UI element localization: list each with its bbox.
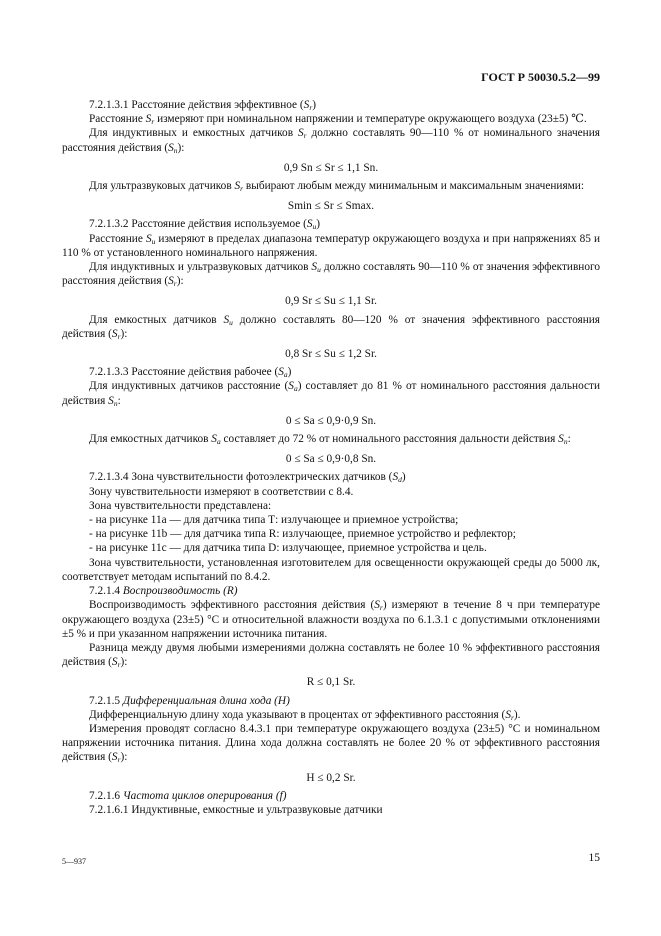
section-title: 7.2.1.3.4 Зона чувствительности фотоэлектрических датчиков $(S_d)$ [89, 471, 406, 485]
paragraph: Воспроизводимость эффективного расстояния действия $(S_r)$ измеряют в течение 8 ч при температуре окружающего воздуха (23±5) °С и относительной влажности воздуха по 6.1.3.1 с допустимыми отклонениями ±5 % и при указанном напряжении источника питания. [62, 599, 600, 640]
paragraph: Для емкостных датчиков $S_u$ должно составлять 80—120 % от значения эффективного расстояния действия $(S_r)$: [62, 313, 600, 341]
page-number: 15 [588, 852, 600, 864]
formula: 0,9 Sn ≤ Sr ≤ 1,1 Sn. [283, 161, 379, 174]
formula: Smin ≤ Sr ≤ Smax. [287, 200, 375, 213]
formula: H ≤ 0,2 Sr. [306, 771, 356, 784]
paragraph: Дифференциальную длину хода указывают в процентах от эффективного расстояния $(S_r)$. [89, 708, 521, 722]
paragraph: Для ультразвуковых датчиков $S_r$ выбирают любым между минимальным и максимальным значениями: [89, 180, 584, 194]
section-title: 7.2.1.3.3 Расстояние действия рабочее $(S_a)$ [89, 366, 292, 380]
formula: 0,9 Sr ≤ Su ≤ 1,1 Sr. [285, 295, 377, 308]
paragraph: Расстояние $S_r$ измеряют при номинальном напряжении и температуре окружающего воздуха (23±5) ℃. [89, 113, 587, 127]
paragraph: Для индуктивных и ультразвуковых датчиков $S_u$ должно составлять 90—110 % от значения эффективного расстояния действия $(S_r)$: [62, 261, 600, 289]
section-title: 7.2.1.4 Воспроизводимость (R) [89, 585, 238, 598]
formula: 0 ≤ Sa ≤ 0,9·0,8 Sn. [285, 453, 377, 466]
list-item: - на рисунке 11а — для датчика типа Т: излучающее и приемное устройства; [89, 514, 459, 527]
paragraph: Зона чувствительности, установленная изготовителем для освещенности окружающей среды до 5000 лк, соответствует методам испытаний по 8.4.2. [62, 556, 600, 583]
paragraph: Для индуктивных и емкостных датчиков $S_r$ должно составлять 90—110 % от номинального значения расстояния действия $(S_n)$: [62, 127, 600, 155]
paragraph: Измерения проводят согласно 8.4.3.1 при температуре окружающего воздуха (23±5) °С и номинальном напряжении источника питания. Длина хода должна составлять не более 20 % от эффективного расстояния действия $(S_r)$: [62, 722, 600, 765]
paragraph: Расстояние $S_u$ измеряют в пределах диапазона температур окружающего воздуха и при напряжениях 85 и 110 % от установленного номинального напряжения. [62, 232, 600, 259]
section-title: 7.2.1.3.1 Расстояние действия эффективное $(S_r)$ [89, 99, 316, 112]
list-item: - на рисунке 11с — для датчика типа D: излучающее, приемное устройства и цель. [89, 542, 487, 555]
list-item: - на рисунке 11b — для датчика типа R: излучающее, приемное устройство и рефлектор; [89, 528, 516, 541]
document-body [62, 98, 600, 817]
section-title: 7.2.1.5 Дифференциальная длина хода (Н) [89, 694, 290, 707]
page-header: ГОСТ Р 50030.5.2—99 [481, 70, 600, 84]
section-title: 7.2.1.6 Частота циклов оперирования (f) [89, 789, 287, 802]
paragraph: Зона чувствительности представлена: [89, 499, 272, 512]
paragraph: Для индуктивных датчиков расстояние $(S_a)$ составляет до 81 % от номинального расстояния дальности действия $S_n$: [62, 380, 600, 408]
section-title: 7.2.1.3.2 Расстояние действия используемое $(S_u)$ [89, 218, 321, 232]
paragraph: Разница между двумя любыми измерениями должна составлять не более 10 % эффективного расстояния действия $(S_r)$: [62, 641, 600, 670]
print-code: 5—937 [62, 857, 86, 866]
paragraph: Для емкостных датчиков $S_a$ составляет до 72 % от номинального расстояния дальности действия $S_n$: [89, 433, 571, 447]
formula: 0 ≤ Sa ≤ 0,9·0,9 Sn. [285, 414, 377, 427]
section-title: 7.2.1.6.1 Индуктивные, емкостные и ультразвуковые датчики [89, 803, 383, 816]
formula: 0,8 Sr ≤ Su ≤ 1,2 Sr. [285, 348, 377, 361]
formula: R ≤ 0,1 Sr. [306, 676, 356, 689]
paragraph: Зону чувствительности измеряют в соответствии с 8.4. [89, 485, 354, 498]
